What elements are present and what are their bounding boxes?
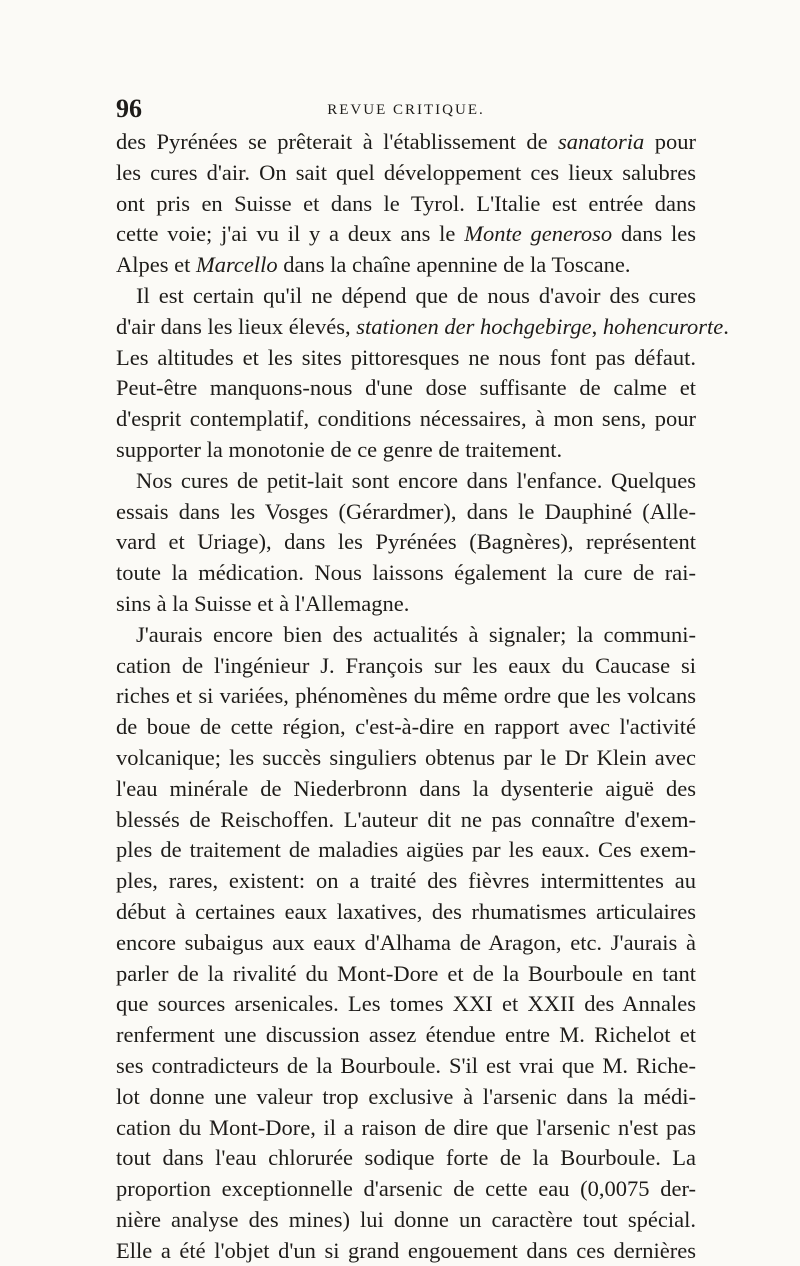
text-line: Les altitudes et les sites pittoresques ne nous font pas défaut.	[116, 344, 696, 370]
text-line: proportion exceptionnelle d'arsenic de cette eau (0,0075 der-	[116, 1176, 696, 1202]
text-line: ples, rares, existent: on a traité des fièvres intermittentes au	[116, 868, 696, 894]
text-line: que sources arsenicales. Les tomes XXI et XXII des Annales	[116, 991, 696, 1017]
text-line: lot donne une valeur trop exclusive à l'arsenic dans la médi-	[116, 1083, 696, 1109]
page-number: 96	[116, 94, 142, 123]
text-line: vard et Uriage), dans les Pyrénées (Bagnères), représentent	[116, 529, 696, 555]
text-line: cation de l'ingénieur J. François sur les eaux du Caucase si	[116, 652, 696, 678]
text-line: volcanique; les succès singuliers obtenus par le Dr Klein avec	[116, 744, 696, 770]
text-line: J'aurais encore bien des actualités à signaler; la communi-	[136, 621, 696, 647]
text-line: Alpes et Marcello dans la chaîne apennine de la Toscane.	[116, 252, 631, 278]
text-line: de boue de cette région, c'est-à-dire en rapport avec l'activité	[116, 714, 696, 740]
text-line: ses contradicteurs de la Bourboule. S'il est vrai que M. Riche-	[116, 1052, 696, 1078]
text-line: parler de la rivalité du Mont-Dore et de la Bourboule en tant	[116, 960, 696, 986]
text-line: cation du Mont-Dore, il a raison de dire que l'arsenic n'est pas	[116, 1114, 696, 1140]
text-line: renferment une discussion assez étendue entre M. Richelot et	[116, 1022, 696, 1048]
text-line: des Pyrénées se prêterait à l'établissement de sanatoria pour	[116, 129, 696, 154]
text-line: Il est certain qu'il ne dépend que de nous d'avoir des cures	[136, 282, 696, 308]
text-line: ont pris en Suisse et dans le Tyrol. L'Italie est entrée dans	[116, 190, 696, 216]
text-line: blessés de Reischoffen. L'auteur dit ne pas connaître d'exem-	[116, 806, 696, 832]
text-line: début à certaines eaux laxatives, des rhumatismes articulaires	[116, 898, 696, 924]
text-line: cette voie; j'ai vu il y a deux ans le Monte generoso dans les	[116, 221, 696, 247]
text-line: essais dans les Vosges (Gérardmer), dans le Dauphiné (Alle-	[116, 498, 696, 524]
text-line: riches et si variées, phénomènes du même ordre que les volcans	[116, 683, 696, 709]
running-title: REVUE CRITIQUE.	[327, 102, 485, 118]
page-header	[116, 94, 696, 124]
text-line: tout dans l'eau chlorurée sodique forte de la Bourboule. La	[116, 1145, 696, 1171]
text-line: ples de traitement de maladies aigües par les eaux. Ces exem-	[116, 837, 696, 863]
text-line: sins à la Suisse et à l'Allemagne.	[116, 590, 410, 616]
body-text	[116, 127, 729, 1266]
text-line: nière analyse des mines) lui donne un caractère tout spécial.	[116, 1206, 696, 1232]
text-line: supporter la monotonie de ce genre de traitement.	[116, 436, 563, 462]
text-line: toute la médication. Nous laissons également la cure de rai-	[116, 560, 696, 586]
text-line: les cures d'air. On sait quel développement ces lieux salubres	[116, 159, 696, 185]
text-line: Nos cures de petit-lait sont encore dans l'enfance. Quelques	[136, 467, 696, 493]
text-line: encore subaigus aux eaux d'Alhama de Aragon, etc. J'aurais à	[116, 929, 696, 955]
text-line: l'eau minérale de Niederbronn dans la dysenterie aiguë des	[116, 775, 696, 801]
text-line: d'air dans les lieux élevés, stationen der hochgebirge, hohencurorte.	[116, 313, 729, 339]
text-line: Peut-être manquons-nous d'une dose suffisante de calme et	[116, 375, 696, 401]
text-line: d'esprit contemplatif, conditions nécessaires, à mon sens, pour	[116, 406, 696, 432]
text-line: Elle a été l'objet d'un si grand engouement dans ces dernières	[116, 1237, 696, 1263]
